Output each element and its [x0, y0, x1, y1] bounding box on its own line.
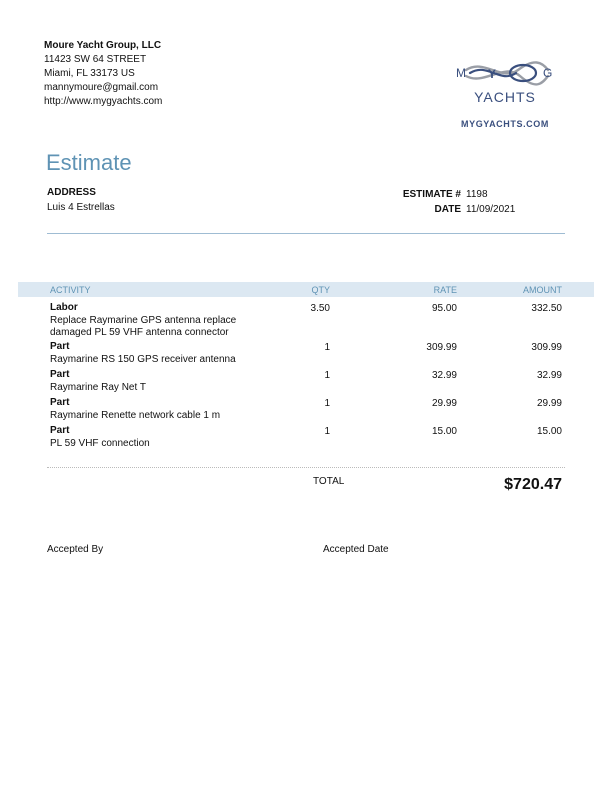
accepted-by-label: Accepted By: [47, 544, 104, 555]
line-amount: 309.99: [531, 342, 562, 353]
line-qty: 1: [324, 370, 330, 381]
line-description: PL 59 VHF connection: [50, 438, 150, 449]
date-label: DATE: [434, 204, 461, 215]
line-activity: Labor: [50, 302, 78, 313]
total-divider: [47, 467, 565, 468]
estimate-meta: [403, 187, 522, 217]
column-header-activity: ACTIVITY: [50, 285, 91, 295]
line-description: Raymarine Ray Net T: [50, 382, 146, 393]
line-rate: 32.99: [431, 370, 457, 381]
total-value: $720.47: [504, 476, 562, 493]
line-rate: 29.99: [431, 398, 457, 409]
logo-url: MYGYACHTS.COM: [461, 119, 549, 129]
logo-letter-m: M: [456, 66, 466, 80]
column-header-rate: RATE: [433, 285, 457, 295]
estimate-number-label: ESTIMATE #: [402, 189, 461, 200]
address-label: ADDRESS: [47, 187, 96, 198]
rope-knot-icon: [466, 62, 548, 84]
line-amount: 332.50: [531, 303, 562, 314]
company-info: [44, 39, 162, 109]
logo-word: YACHTS: [474, 89, 536, 105]
column-header-amount: AMOUNT: [523, 285, 562, 295]
document-title: Estimate: [46, 150, 132, 175]
table-header: [18, 282, 594, 297]
line-amount: 32.99: [536, 370, 562, 381]
line-description: Raymarine RS 150 GPS receiver antenna: [50, 354, 236, 365]
line-activity: Part: [50, 341, 70, 352]
total-label: TOTAL: [313, 476, 345, 487]
company-website[interactable]: http://www.mygyachts.com: [44, 96, 163, 107]
company-city: Miami, FL 33173 US: [44, 68, 135, 79]
logo-letter-y: Y: [488, 67, 497, 81]
address-name: Luis 4 Estrellas: [47, 202, 115, 213]
line-rate: 15.00: [431, 426, 457, 437]
line-qty: 1: [324, 398, 330, 409]
line-activity: Part: [50, 425, 70, 436]
line-activity: Part: [50, 397, 70, 408]
line-qty: 3.50: [310, 303, 330, 314]
line-qty: 1: [324, 426, 330, 437]
accepted-date-label: Accepted Date: [323, 544, 389, 555]
line-rate: 95.00: [431, 303, 457, 314]
column-header-qty: QTY: [311, 285, 330, 295]
line-description: Raymarine Renette network cable 1 m: [50, 410, 221, 421]
company-email[interactable]: mannymoure@gmail.com: [44, 82, 159, 93]
line-activity: Part: [50, 369, 70, 380]
line-amount: 29.99: [536, 398, 562, 409]
line-qty: 1: [324, 342, 330, 353]
line-description: Replace Raymarine GPS antenna replace damaged PL 59 VHF antenna connector: [50, 315, 237, 338]
header-divider: [47, 233, 565, 234]
company-name: Moure Yacht Group, LLC: [44, 40, 162, 51]
line-amount: 15.00: [536, 426, 562, 437]
estimate-number: 1198: [466, 189, 488, 200]
company-street: 11423 SW 64 STREET: [44, 54, 147, 65]
estimate-date: 11/09/2021: [466, 204, 516, 215]
line-rate: 309.99: [426, 342, 457, 353]
logo-letter-g: G: [543, 66, 553, 80]
